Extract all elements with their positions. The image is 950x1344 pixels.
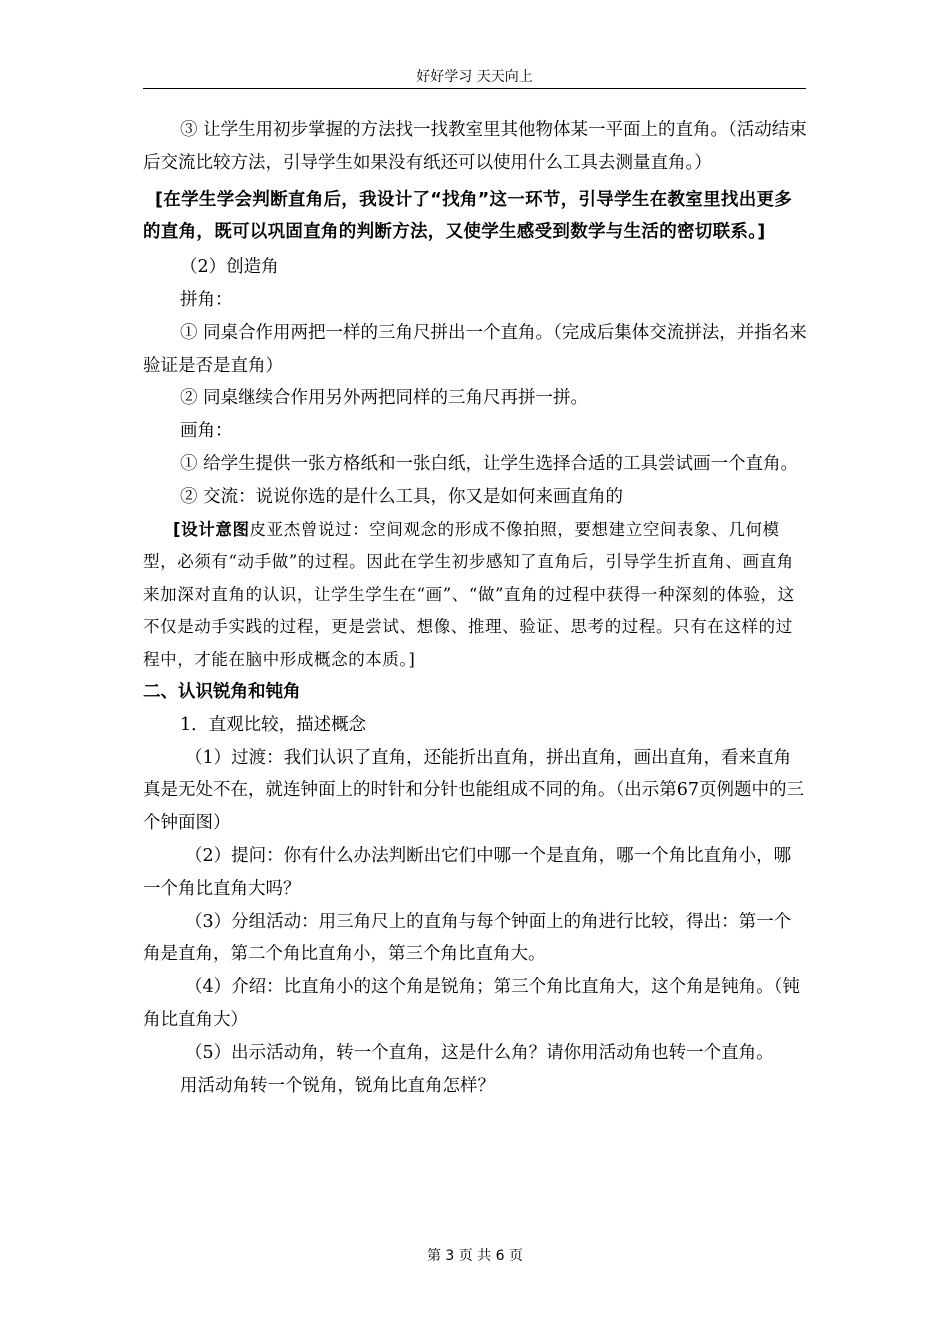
paragraph-combine-step-1: ① 同桌合作用两把一样的三角尺拼出一个直角。（完成后集体交流拼法，并指名来验证是否是直角） <box>143 322 807 376</box>
paragraph-group-activity: （3）分组活动：用三角尺上的直角与每个钟面上的角进行比较，得出：第一个角是直角，第二个角比直角小，第三个角比直角大。 <box>143 911 792 965</box>
design-intent-body: 皮亚杰曾说过：空间观念的形成不像拍照，要想建立空间表象、几何模型，必须有“动手做”的过程。因此在学生初步感知了直角后，引导学生折直角、画直角来加深对直角的认识，让学生学生在“画”、“做”直角的过程中获得一种深刻的体验，这不仅是动手实践的过程，更是尝试、想像、推理、验证、思考的过程。只有在这样的过程中，才能在脑中形成概念的本质。] <box>143 519 795 669</box>
page-header: 好好学习 天天向上 <box>143 66 806 89</box>
label-draw-angle: 画角： <box>180 421 233 442</box>
paragraph-combine-step-2: ② 同桌继续合作用另外两把同样的三角尺再拼一拼。 <box>180 388 589 409</box>
subheading-intuitive-compare: 1．直观比较，描述概念 <box>180 714 367 735</box>
paragraph-transition: （1）过渡：我们认识了直角，还能折出直角，拼出直角，画出直角，看来直角真是无处不在，就连钟面上的时针和分针也能组成不同的角。（出示第67页例题中的三个钟面图） <box>143 747 805 834</box>
paragraph-draw-step-2: ② 交流：说说你选的是什么工具，你又是如何来画直角的 <box>180 486 624 507</box>
paragraph-find-angles: ③ 让学生用初步掌握的方法找一找教室里其他物体某一平面上的直角。（活动结束后交流比较方法，引导学生如果没有纸还可以使用什么工具去测量直角。） <box>143 120 807 173</box>
design-intent-label: [设计意图 <box>173 519 250 539</box>
label-combine-angle: 拼角： <box>180 289 233 310</box>
section-heading-acute-obtuse: 二、认识锐角和钝角 <box>143 682 301 703</box>
paragraph-introduce: （4）介绍：比直角小的这个角是锐角；第三个角比直角大，这个角是钝角。（钝角比直角大） <box>143 977 800 1031</box>
subheading-create-angle: （2）创造角 <box>180 257 279 278</box>
page-footer: 第 3 页 共 6 页 <box>426 1248 524 1264</box>
design-intent-paragraph <box>143 514 807 677</box>
paragraph-draw-step-1: ① 给学生提供一张方格纸和一张白纸，让学生选择合适的工具尝试画一个直角。 <box>180 453 799 474</box>
document-body <box>143 114 807 1102</box>
paragraph-acute-question: 用活动角转一个锐角，锐角比直角怎样？ <box>180 1075 495 1096</box>
paragraph-activity-angle: （5）出示活动角，转一个直角，这是什么角？请你用活动角也转一个直角。 <box>185 1042 774 1063</box>
paragraph-question: （2）提问：你有什么办法判断出它们中哪一个是直角，哪一个角比直角小，哪一个角比直角大吗？ <box>143 846 792 899</box>
design-note-find-angle: [在学生学会判断直角后，我设计了“找角”这一环节，引导学生在教室里找出更多的直角，既可以巩固直角的判断方法，又使学生感受到数学与生活的密切联系。] <box>143 189 793 243</box>
